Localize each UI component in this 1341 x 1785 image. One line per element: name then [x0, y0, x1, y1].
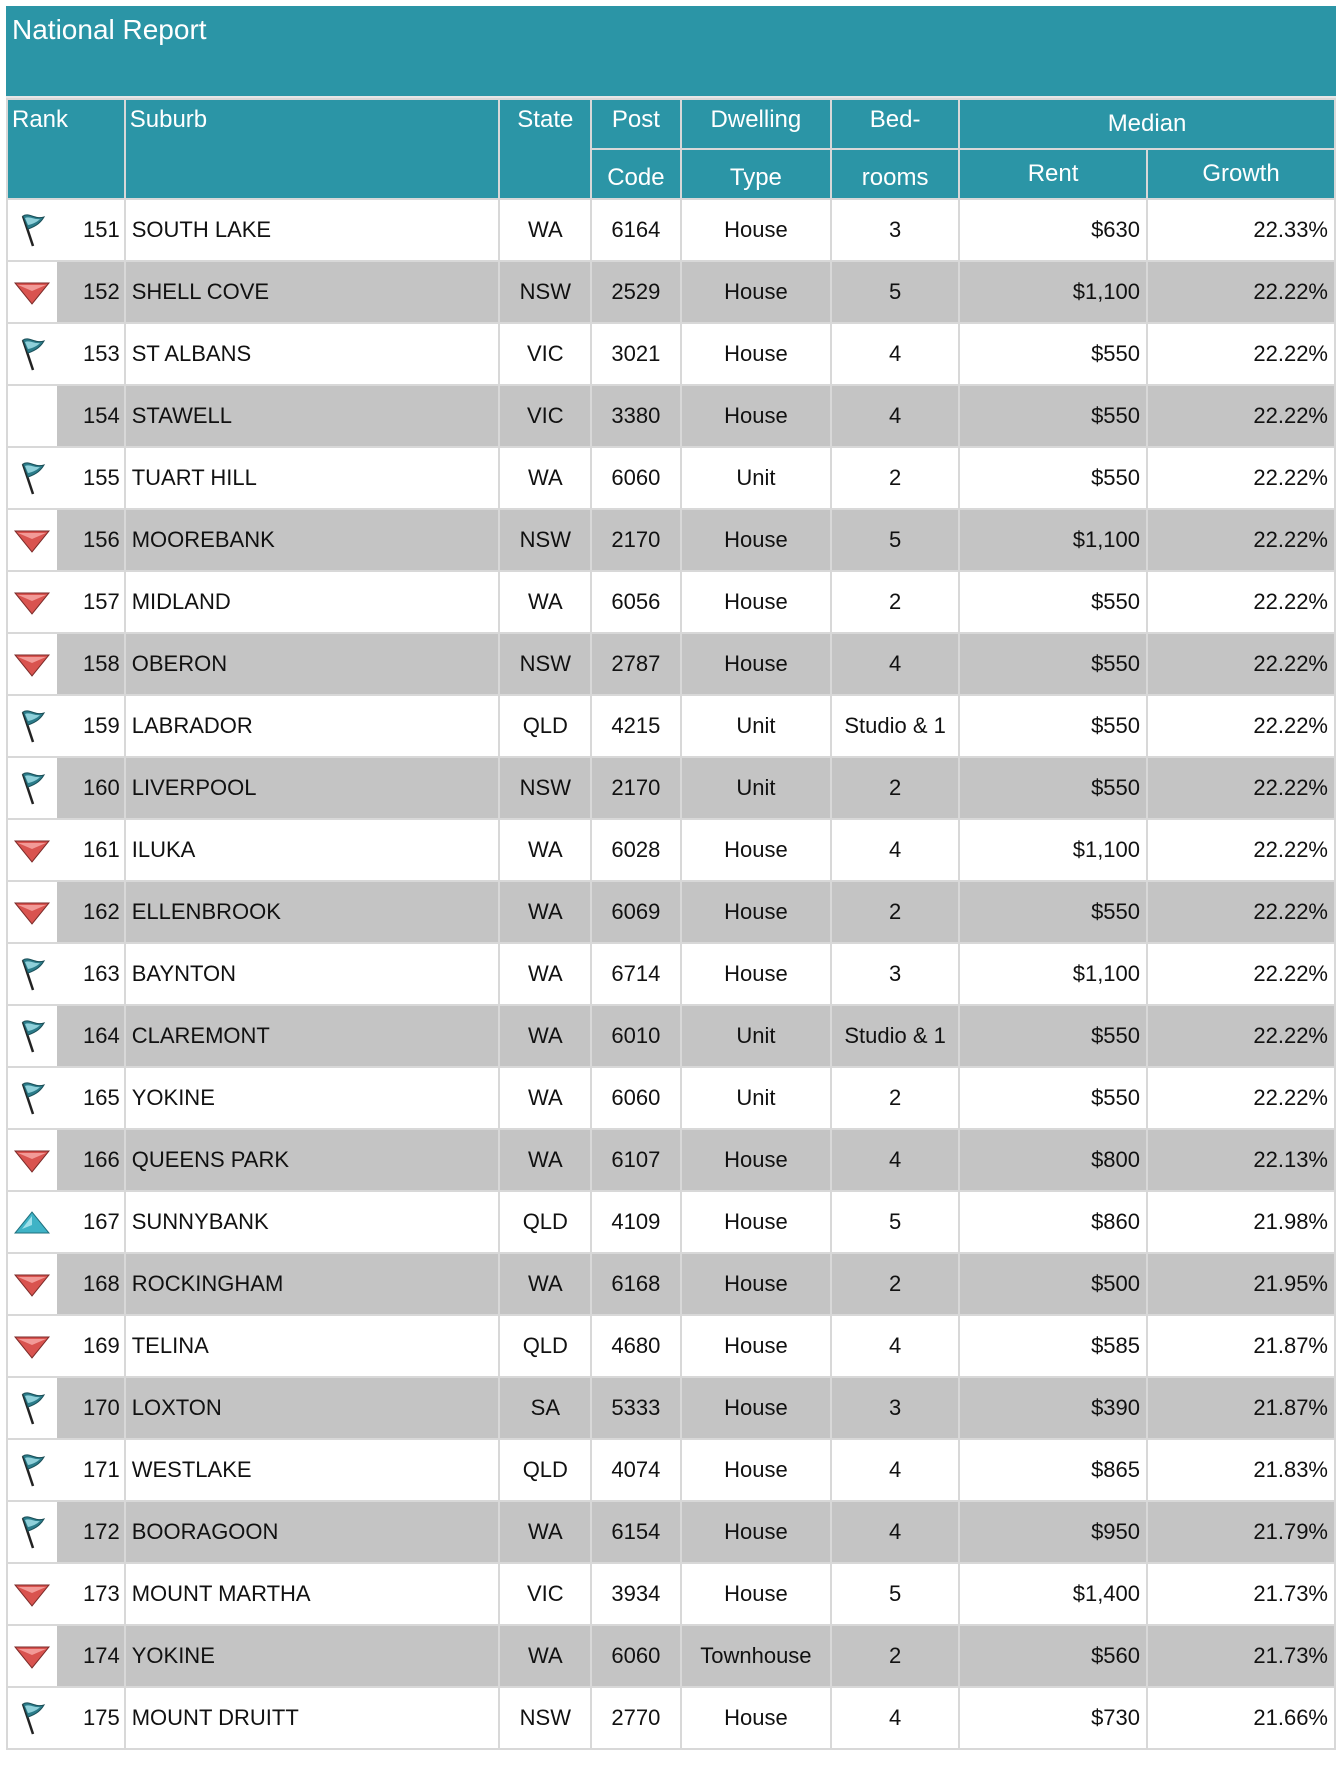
post-code-cell: 4215 [591, 695, 680, 757]
table-row [7, 1439, 1335, 1501]
growth-cell: 22.22% [1147, 695, 1335, 757]
dwelling-type-cell: Townhouse [681, 1625, 832, 1687]
rank-cell: 175 [57, 1687, 125, 1749]
rank-cell: 168 [57, 1253, 125, 1315]
trend-icon-cell [7, 819, 57, 881]
table-row [7, 261, 1335, 323]
down-arrow-icon [14, 1645, 50, 1669]
table-row [7, 757, 1335, 819]
rent-cell: $860 [959, 1191, 1147, 1253]
dwelling-header-line2: Type [681, 149, 832, 199]
suburb-cell: SOUTH LAKE [125, 199, 500, 261]
post-code-cell: 5333 [591, 1377, 680, 1439]
rank-cell: 158 [57, 633, 125, 695]
suburb-cell: SHELL COVE [125, 261, 500, 323]
rank-cell: 171 [57, 1439, 125, 1501]
flag-icon [17, 1018, 47, 1054]
down-arrow-icon [14, 1335, 50, 1359]
rent-cell: $390 [959, 1377, 1147, 1439]
bedrooms-cell: 2 [831, 881, 959, 943]
growth-cell: 22.22% [1147, 819, 1335, 881]
suburb-cell: MOUNT MARTHA [125, 1563, 500, 1625]
rank-cell: 173 [57, 1563, 125, 1625]
dwelling-type-cell: House [681, 1315, 832, 1377]
rent-cell: $800 [959, 1129, 1147, 1191]
state-cell: SA [499, 1377, 591, 1439]
dwelling-type-cell: House [681, 509, 832, 571]
table-row [7, 1191, 1335, 1253]
rank-cell: 162 [57, 881, 125, 943]
flag-icon [17, 770, 47, 806]
state-header: State [499, 99, 591, 199]
bedrooms-cell: 5 [831, 1563, 959, 1625]
post-code-cell: 3934 [591, 1563, 680, 1625]
post-code-cell: 2770 [591, 1687, 680, 1749]
rank-cell: 169 [57, 1315, 125, 1377]
down-arrow-icon [14, 901, 50, 925]
growth-cell: 22.22% [1147, 1005, 1335, 1067]
suburb-cell: YOKINE [125, 1625, 500, 1687]
state-cell: NSW [499, 261, 591, 323]
trend-icon-cell [7, 695, 57, 757]
post-code-cell: 6060 [591, 447, 680, 509]
rent-cell: $865 [959, 1439, 1147, 1501]
bedrooms-cell: 4 [831, 633, 959, 695]
flag-icon [17, 956, 47, 992]
trend-icon-cell [7, 1129, 57, 1191]
growth-cell: 22.22% [1147, 385, 1335, 447]
state-cell: WA [499, 1129, 591, 1191]
rank-cell: 167 [57, 1191, 125, 1253]
rank-cell: 157 [57, 571, 125, 633]
suburb-cell: MIDLAND [125, 571, 500, 633]
rank-cell: 153 [57, 323, 125, 385]
growth-cell: 21.98% [1147, 1191, 1335, 1253]
trend-icon-cell [7, 881, 57, 943]
rent-cell: $550 [959, 695, 1147, 757]
rent-cell: $550 [959, 323, 1147, 385]
rank-cell: 154 [57, 385, 125, 447]
rent-cell: $560 [959, 1625, 1147, 1687]
trend-icon-cell [7, 199, 57, 261]
flag-icon [17, 1700, 47, 1736]
flag-icon [17, 1514, 47, 1550]
post-code-cell: 6010 [591, 1005, 680, 1067]
bedrooms-cell: 2 [831, 571, 959, 633]
bedrooms-cell: 4 [831, 1439, 959, 1501]
post-code-cell: 2170 [591, 509, 680, 571]
growth-cell: 22.22% [1147, 881, 1335, 943]
state-cell: NSW [499, 509, 591, 571]
bedrooms-cell: Studio & 1 [831, 1005, 959, 1067]
rent-cell: $950 [959, 1501, 1147, 1563]
rank-cell: 164 [57, 1005, 125, 1067]
table-row [7, 323, 1335, 385]
dwelling-type-cell: House [681, 881, 832, 943]
growth-cell: 22.22% [1147, 1067, 1335, 1129]
trend-icon-cell [7, 1253, 57, 1315]
table-row [7, 199, 1335, 261]
post-code-cell: 6056 [591, 571, 680, 633]
table-row [7, 1067, 1335, 1129]
rent-cell: $1,100 [959, 261, 1147, 323]
suburb-cell: MOOREBANK [125, 509, 500, 571]
post-code-cell: 2170 [591, 757, 680, 819]
bedrooms-cell: 2 [831, 757, 959, 819]
growth-cell: 22.22% [1147, 509, 1335, 571]
trend-icon-cell [7, 1563, 57, 1625]
table-row [7, 1563, 1335, 1625]
rank-cell: 159 [57, 695, 125, 757]
rank-cell: 174 [57, 1625, 125, 1687]
growth-cell: 21.66% [1147, 1687, 1335, 1749]
growth-cell: 21.79% [1147, 1501, 1335, 1563]
bedrooms-cell: 2 [831, 1253, 959, 1315]
post-code-cell: 6060 [591, 1625, 680, 1687]
flag-icon [17, 460, 47, 496]
down-arrow-icon [14, 839, 50, 863]
rent-cell: $550 [959, 1067, 1147, 1129]
trend-icon-cell [7, 447, 57, 509]
growth-cell: 22.13% [1147, 1129, 1335, 1191]
dwelling-type-cell: House [681, 1439, 832, 1501]
rent-cell: $550 [959, 881, 1147, 943]
state-cell: WA [499, 1501, 591, 1563]
rent-header: Rent [959, 149, 1147, 199]
bedrooms-cell: 4 [831, 1501, 959, 1563]
rent-cell: $550 [959, 1005, 1147, 1067]
rent-cell: $1,100 [959, 943, 1147, 1005]
bedrooms-cell: 3 [831, 199, 959, 261]
dwelling-type-cell: House [681, 1191, 832, 1253]
suburb-cell: ILUKA [125, 819, 500, 881]
growth-cell: 22.22% [1147, 633, 1335, 695]
dwelling-type-cell: House [681, 199, 832, 261]
post-code-cell: 2787 [591, 633, 680, 695]
dwelling-type-cell: Unit [681, 695, 832, 757]
bedrooms-cell: 2 [831, 1067, 959, 1129]
rank-cell: 160 [57, 757, 125, 819]
suburb-cell: BOORAGOON [125, 1501, 500, 1563]
dwelling-type-cell: House [681, 571, 832, 633]
growth-cell: 22.22% [1147, 757, 1335, 819]
post-code-cell: 4074 [591, 1439, 680, 1501]
bedrooms-cell: 3 [831, 943, 959, 1005]
post-code-cell: 6028 [591, 819, 680, 881]
flag-icon [17, 708, 47, 744]
suburb-cell: WESTLAKE [125, 1439, 500, 1501]
rent-cell: $1,100 [959, 509, 1147, 571]
bedrooms-cell: 4 [831, 385, 959, 447]
trend-icon-cell [7, 1439, 57, 1501]
rankings-table [6, 98, 1336, 1750]
trend-icon-cell [7, 943, 57, 1005]
rank-header: Rank [7, 99, 125, 199]
dwelling-type-cell: Unit [681, 447, 832, 509]
table-row [7, 1253, 1335, 1315]
down-arrow-icon [14, 1583, 50, 1607]
bedrooms-cell: 4 [831, 323, 959, 385]
dwelling-type-cell: House [681, 323, 832, 385]
post-code-cell: 6069 [591, 881, 680, 943]
suburb-cell: YOKINE [125, 1067, 500, 1129]
state-cell: WA [499, 819, 591, 881]
suburb-cell: ROCKINGHAM [125, 1253, 500, 1315]
dwelling-type-cell: House [681, 385, 832, 447]
dwelling-type-cell: House [681, 1687, 832, 1749]
suburb-cell: STAWELL [125, 385, 500, 447]
bedrooms-cell: 4 [831, 1315, 959, 1377]
flag-icon [17, 212, 47, 248]
table-row [7, 1377, 1335, 1439]
table-row [7, 1501, 1335, 1563]
suburb-cell: TUART HILL [125, 447, 500, 509]
trend-icon-cell [7, 1191, 57, 1253]
dwelling-type-cell: House [681, 943, 832, 1005]
bedrooms-cell: 5 [831, 261, 959, 323]
rent-cell: $630 [959, 199, 1147, 261]
state-cell: VIC [499, 385, 591, 447]
down-arrow-icon [14, 653, 50, 677]
bedrooms-cell: 3 [831, 1377, 959, 1439]
table-row [7, 447, 1335, 509]
flag-icon [17, 336, 47, 372]
report-sheet [6, 6, 1336, 1750]
dwelling-type-cell: House [681, 633, 832, 695]
suburb-cell: MOUNT DRUITT [125, 1687, 500, 1749]
table-row [7, 1129, 1335, 1191]
dwelling-type-cell: House [681, 1129, 832, 1191]
state-cell: QLD [499, 1191, 591, 1253]
table-row [7, 571, 1335, 633]
rank-cell: 170 [57, 1377, 125, 1439]
bedrooms-cell: 2 [831, 1625, 959, 1687]
state-cell: QLD [499, 695, 591, 757]
state-cell: WA [499, 1625, 591, 1687]
flag-icon [17, 1080, 47, 1116]
report-title: National Report [6, 6, 1336, 98]
rank-cell: 166 [57, 1129, 125, 1191]
post-code-cell: 3021 [591, 323, 680, 385]
post-code-cell: 6168 [591, 1253, 680, 1315]
state-cell: NSW [499, 633, 591, 695]
bedrooms-cell: 2 [831, 447, 959, 509]
trend-icon-cell [7, 1625, 57, 1687]
suburb-cell: ST ALBANS [125, 323, 500, 385]
suburb-cell: TELINA [125, 1315, 500, 1377]
dwelling-type-cell: House [681, 1253, 832, 1315]
post-code-cell: 2529 [591, 261, 680, 323]
rent-cell: $550 [959, 757, 1147, 819]
dwelling-type-cell: Unit [681, 1005, 832, 1067]
bedrooms-cell: 5 [831, 509, 959, 571]
post-code-cell: 3380 [591, 385, 680, 447]
down-arrow-icon [14, 281, 50, 305]
growth-header: Growth [1147, 149, 1335, 199]
state-cell: WA [499, 199, 591, 261]
flag-icon [17, 1390, 47, 1426]
state-cell: WA [499, 447, 591, 509]
state-cell: NSW [499, 757, 591, 819]
growth-cell: 21.87% [1147, 1377, 1335, 1439]
bedrooms-cell: 4 [831, 1687, 959, 1749]
dwelling-type-cell: Unit [681, 1067, 832, 1129]
state-cell: NSW [499, 1687, 591, 1749]
growth-cell: 21.83% [1147, 1439, 1335, 1501]
suburb-cell: QUEENS PARK [125, 1129, 500, 1191]
post-code-cell: 4680 [591, 1315, 680, 1377]
dwelling-type-cell: House [681, 1501, 832, 1563]
state-cell: WA [499, 943, 591, 1005]
dwelling-header-line1: Dwelling [681, 99, 832, 149]
state-cell: WA [499, 1067, 591, 1129]
table-row [7, 1625, 1335, 1687]
trend-icon-cell [7, 633, 57, 695]
state-cell: WA [499, 571, 591, 633]
state-cell: VIC [499, 323, 591, 385]
trend-icon-cell [7, 323, 57, 385]
trend-icon-cell [7, 1067, 57, 1129]
dwelling-type-cell: House [681, 1563, 832, 1625]
table-row [7, 1687, 1335, 1749]
bedrooms-cell: Studio & 1 [831, 695, 959, 757]
suburb-cell: SUNNYBANK [125, 1191, 500, 1253]
trend-icon-cell [7, 1315, 57, 1377]
table-row [7, 1315, 1335, 1377]
trend-icon-cell [7, 1005, 57, 1067]
median-header: Median [959, 99, 1335, 149]
bedrooms-cell: 4 [831, 819, 959, 881]
bedrooms-cell: 4 [831, 1129, 959, 1191]
table-row [7, 1005, 1335, 1067]
flag-icon [17, 1452, 47, 1488]
state-cell: QLD [499, 1439, 591, 1501]
suburb-cell: LOXTON [125, 1377, 500, 1439]
rank-cell: 161 [57, 819, 125, 881]
trend-icon-cell [7, 261, 57, 323]
growth-cell: 22.22% [1147, 943, 1335, 1005]
down-arrow-icon [14, 1273, 50, 1297]
down-arrow-icon [14, 529, 50, 553]
trend-icon-cell [7, 757, 57, 819]
rent-cell: $1,100 [959, 819, 1147, 881]
rent-cell: $550 [959, 633, 1147, 695]
rank-cell: 156 [57, 509, 125, 571]
growth-cell: 21.73% [1147, 1625, 1335, 1687]
bedrooms-cell: 5 [831, 1191, 959, 1253]
down-arrow-icon [14, 591, 50, 615]
table-row [7, 819, 1335, 881]
state-cell: WA [499, 1005, 591, 1067]
down-arrow-icon [14, 1149, 50, 1173]
suburb-cell: CLAREMONT [125, 1005, 500, 1067]
growth-cell: 21.73% [1147, 1563, 1335, 1625]
trend-icon-cell [7, 1377, 57, 1439]
post-code-cell: 6060 [591, 1067, 680, 1129]
rent-cell: $550 [959, 571, 1147, 633]
table-row [7, 385, 1335, 447]
post-code-cell: 6154 [591, 1501, 680, 1563]
rank-cell: 163 [57, 943, 125, 1005]
suburb-cell: LABRADOR [125, 695, 500, 757]
suburb-cell: OBERON [125, 633, 500, 695]
rank-cell: 155 [57, 447, 125, 509]
rent-cell: $1,400 [959, 1563, 1147, 1625]
dwelling-type-cell: House [681, 1377, 832, 1439]
growth-cell: 22.22% [1147, 261, 1335, 323]
suburb-cell: ELLENBROOK [125, 881, 500, 943]
state-cell: WA [499, 881, 591, 943]
dwelling-type-cell: House [681, 261, 832, 323]
rent-cell: $550 [959, 385, 1147, 447]
rent-cell: $500 [959, 1253, 1147, 1315]
growth-cell: 21.87% [1147, 1315, 1335, 1377]
rank-cell: 172 [57, 1501, 125, 1563]
trend-icon-cell [7, 509, 57, 571]
table-row [7, 695, 1335, 757]
table-row [7, 943, 1335, 1005]
post-code-cell: 6714 [591, 943, 680, 1005]
trend-icon-cell [7, 385, 57, 447]
rent-cell: $730 [959, 1687, 1147, 1749]
growth-cell: 22.22% [1147, 447, 1335, 509]
trend-icon-cell [7, 1501, 57, 1563]
post-code-cell: 4109 [591, 1191, 680, 1253]
rent-cell: $585 [959, 1315, 1147, 1377]
suburb-cell: BAYNTON [125, 943, 500, 1005]
state-cell: QLD [499, 1315, 591, 1377]
growth-cell: 22.22% [1147, 323, 1335, 385]
growth-cell: 22.33% [1147, 199, 1335, 261]
rank-cell: 152 [57, 261, 125, 323]
trend-icon-cell [7, 571, 57, 633]
up-arrow-icon [14, 1211, 50, 1235]
post-code-header-line1: Post [591, 99, 680, 149]
table-row [7, 881, 1335, 943]
rent-cell: $550 [959, 447, 1147, 509]
post-code-cell: 6164 [591, 199, 680, 261]
post-code-header-line2: Code [591, 149, 680, 199]
bedrooms-header-line1: Bed- [831, 99, 959, 149]
suburb-header: Suburb [125, 99, 500, 199]
trend-icon-cell [7, 1687, 57, 1749]
suburb-cell: LIVERPOOL [125, 757, 500, 819]
rank-cell: 165 [57, 1067, 125, 1129]
growth-cell: 22.22% [1147, 571, 1335, 633]
dwelling-type-cell: House [681, 819, 832, 881]
table-row [7, 509, 1335, 571]
state-cell: VIC [499, 1563, 591, 1625]
bedrooms-header-line2: rooms [831, 149, 959, 199]
rank-cell: 151 [57, 199, 125, 261]
dwelling-type-cell: Unit [681, 757, 832, 819]
state-cell: WA [499, 1253, 591, 1315]
post-code-cell: 6107 [591, 1129, 680, 1191]
table-row [7, 633, 1335, 695]
growth-cell: 21.95% [1147, 1253, 1335, 1315]
